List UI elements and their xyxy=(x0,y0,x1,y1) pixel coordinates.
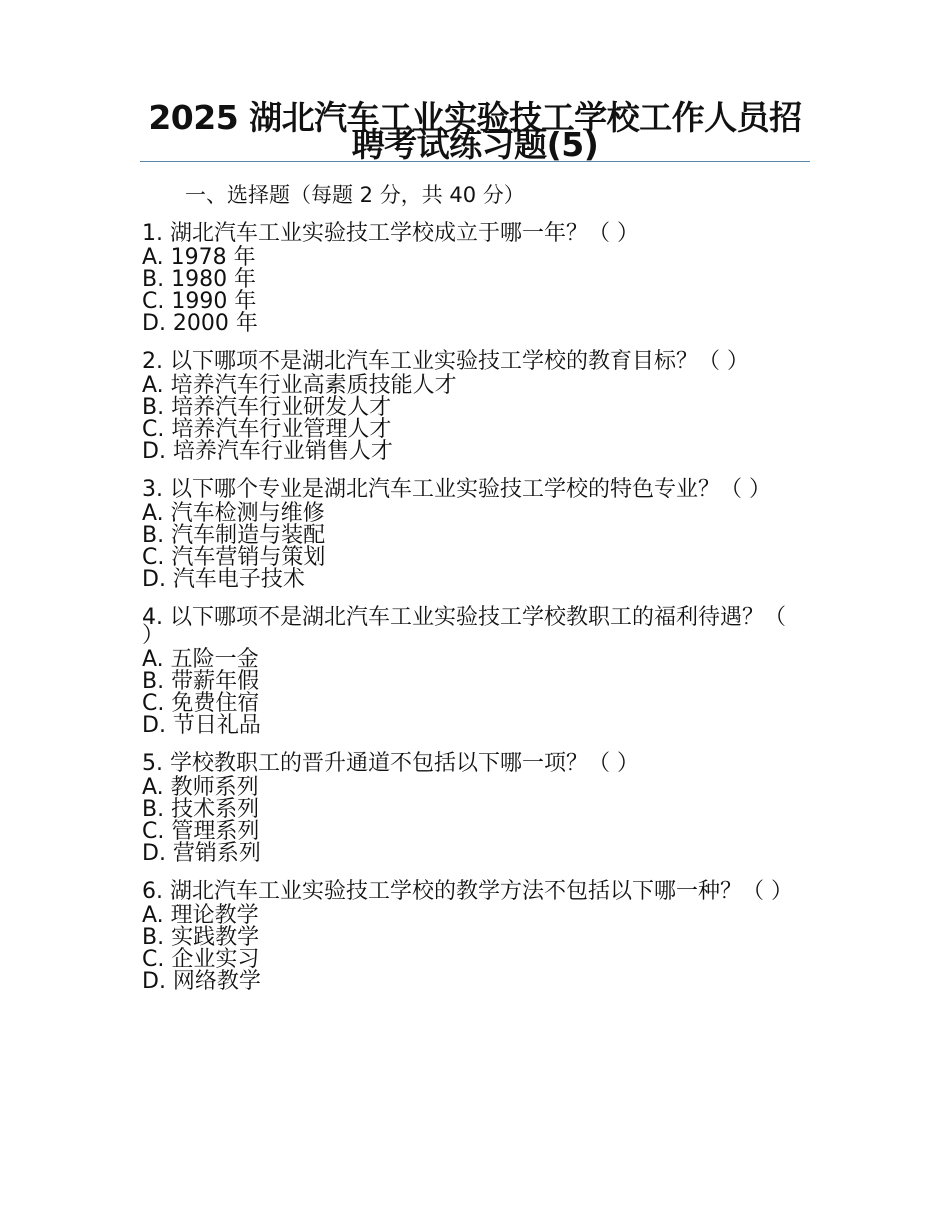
option-a: A. 培养汽车行业高素质技能人才 xyxy=(142,373,457,398)
document-title: 2025 湖北汽车工业实验技工学校工作人员招聘考试练习题(5) xyxy=(148,98,802,164)
question-stem: 4. 以下哪项不是湖北汽车工业实验技工学校教职工的福利待遇？（ ） xyxy=(142,605,786,648)
question-4 xyxy=(142,605,802,738)
option-a: A. 汽车检测与维修 xyxy=(142,501,325,526)
option-b: B. 带薪年假 xyxy=(142,669,260,694)
question-5 xyxy=(142,751,802,866)
question-1 xyxy=(142,221,802,336)
option-d: D. 网络教学 xyxy=(142,969,261,994)
option-d: D. 2000 年 xyxy=(142,311,258,336)
option-list xyxy=(142,649,802,737)
option-list xyxy=(142,375,802,463)
option-a: A. 五险一金 xyxy=(142,647,259,672)
option-b: B. 实践教学 xyxy=(142,925,260,950)
option-c: C. 免费住宿 xyxy=(142,691,260,716)
option-c: C. 培养汽车行业管理人才 xyxy=(142,417,392,442)
option-a: A. 1978 年 xyxy=(142,245,256,270)
question-2 xyxy=(142,349,802,464)
option-c: C. 管理系列 xyxy=(142,819,260,844)
question-stem: 6. 湖北汽车工业实验技工学校的教学方法不包括以下哪一种？（ ） xyxy=(142,879,793,904)
question-6 xyxy=(142,879,802,994)
section-heading: 一、选择题（每题 2 分，共 40 分） xyxy=(185,183,525,207)
option-c: C. 1990 年 xyxy=(142,289,257,314)
option-a: A. 教师系列 xyxy=(142,775,259,800)
option-b: B. 汽车制造与装配 xyxy=(142,523,326,548)
option-d: D. 培养汽车行业销售人才 xyxy=(142,439,393,464)
option-d: D. 营销系列 xyxy=(142,841,261,866)
option-b: B. 1980 年 xyxy=(142,267,257,292)
option-list xyxy=(142,247,802,335)
option-d: D. 汽车电子技术 xyxy=(142,567,305,592)
question-list xyxy=(142,221,802,1011)
question-stem: 1. 湖北汽车工业实验技工学校成立于哪一年？（ ） xyxy=(142,221,639,246)
option-a: A. 理论教学 xyxy=(142,903,259,928)
question-stem: 3. 以下哪个专业是湖北汽车工业实验技工学校的特色专业？（ ） xyxy=(142,477,771,502)
option-list xyxy=(142,777,802,865)
option-list xyxy=(142,503,802,591)
option-b: B. 培养汽车行业研发人才 xyxy=(142,395,392,420)
option-d: D. 节日礼品 xyxy=(142,713,261,738)
question-3 xyxy=(142,477,802,592)
question-stem: 5. 学校教职工的晋升通道不包括以下哪一项？（ ） xyxy=(142,751,639,776)
option-b: B. 技术系列 xyxy=(142,797,260,822)
question-stem: 2. 以下哪项不是湖北汽车工业实验技工学校的教育目标？（ ） xyxy=(142,349,749,374)
option-c: C. 企业实习 xyxy=(142,947,260,972)
option-c: C. 汽车营销与策划 xyxy=(142,545,326,570)
option-list xyxy=(142,905,802,993)
title-underline xyxy=(140,161,810,162)
